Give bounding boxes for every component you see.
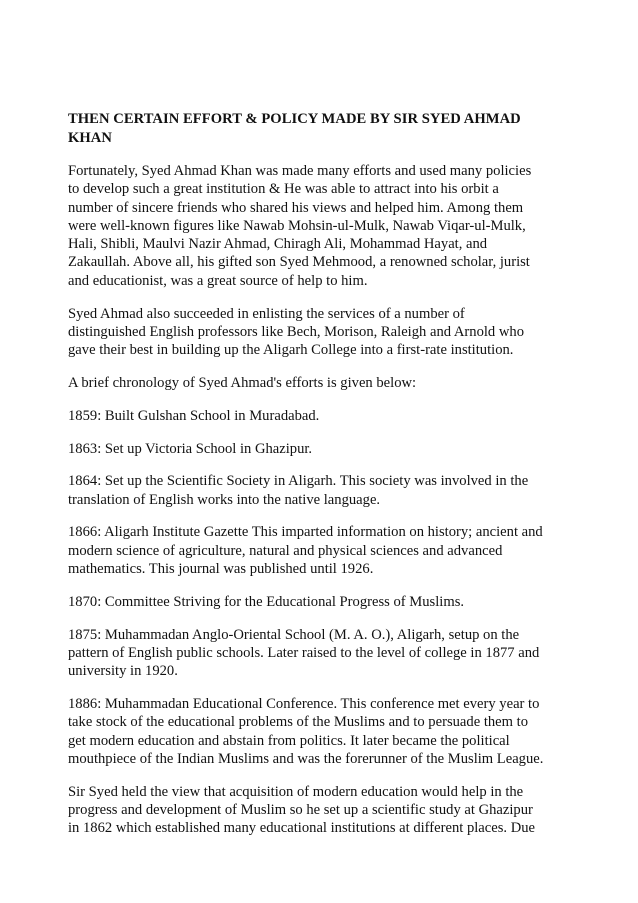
text-line: progress and development of Muslim so he set up a scientific study at Ghazipur <box>68 802 533 819</box>
chronology-entry-1870 <box>68 593 578 611</box>
chronology-intro-paragraph <box>68 374 578 392</box>
text-line: in 1862 which established many educational institutions at different places. Due <box>68 820 536 837</box>
text-line: pattern of English public schools. Later raised to the level of college in 1877 and <box>68 644 540 661</box>
text-line: Sir Syed held the view that acquisition of modern education would help in the <box>68 783 524 800</box>
text-line: 1864: Set up the Scientific Society in Aligarh. This society was involved in the <box>68 473 529 490</box>
text-line: and educationist, was a great source of help to him. <box>68 272 368 289</box>
text-line: 1886: Muhammadan Educational Conference. This conference met every year to <box>68 696 540 713</box>
text-line: mathematics. This journal was published until 1926. <box>68 561 374 578</box>
text-line: Zakaullah. Above all, his gifted son Syed Mehmood, a renowned scholar, jurist <box>68 254 530 271</box>
text-line: to develop such a great institution & He was able to attract into his orbit a <box>68 181 499 198</box>
text-line: 1863: Set up Victoria School in Ghazipur. <box>68 440 313 457</box>
chronology-entry-1886 <box>68 695 578 768</box>
text-line: Hali, Shibli, Maulvi Nazir Ahmad, Chiragh Ali, Mohammad Hayat, and <box>68 236 488 253</box>
text-line: Fortunately, Syed Ahmad Khan was made many efforts and used many policies <box>68 163 532 179</box>
chronology-entry-1866 <box>68 523 578 578</box>
text-line: translation of English works into the native language. <box>68 491 381 508</box>
text-line: mouthpiece of the Indian Muslims and was the forerunner of the Muslim League. <box>68 750 544 767</box>
text-line: A brief chronology of Syed Ahmad's efforts is given below: <box>68 374 417 391</box>
heading-line: THEN CERTAIN EFFORT & POLICY MADE BY SIR SYED AHMAD <box>68 111 521 127</box>
chronology-entry-1859 <box>68 407 578 425</box>
chronology-entry-1864 <box>68 472 578 509</box>
text-line: get modern education and abstain from politics. It later became the political <box>68 732 510 749</box>
text-line: 1870: Committee Striving for the Educational Progress of Muslims. <box>68 593 465 610</box>
chronology-entry-1863 <box>68 440 578 458</box>
text-line: take stock of the educational problems of the Muslims and to persuade them to <box>68 714 528 731</box>
text-line: gave their best in building up the Aligarh College into a first-rate institution. <box>68 342 514 359</box>
heading-line: KHAN <box>68 130 112 146</box>
intro-paragraph <box>68 162 578 290</box>
text-line: 1875: Muhammadan Anglo-Oriental School (M. A. O.), Aligarh, setup on the <box>68 626 520 643</box>
text-line: 1866: Aligarh Institute Gazette This imparted information on history; ancient and <box>68 524 543 541</box>
text-line: Syed Ahmad also succeeded in enlisting the services of a number of <box>68 305 465 322</box>
text-line: modern science of agriculture, natural and physical sciences and advanced <box>68 542 503 559</box>
text-line: number of sincere friends who shared his views and helped him. Among them <box>68 199 524 216</box>
text-line: university in 1920. <box>68 663 178 680</box>
chronology-entry-1875 <box>68 626 578 681</box>
text-line: 1859: Built Gulshan School in Muradabad. <box>68 407 320 424</box>
text-line: distinguished English professors like Bech, Morison, Raleigh and Arnold who <box>68 323 525 340</box>
closing-paragraph <box>68 783 578 838</box>
section-heading <box>68 110 578 148</box>
text-line: were well-known figures like Nawab Mohsin-ul-Mulk, Nawab Viqar-ul-Mulk, <box>68 217 526 234</box>
professors-paragraph <box>68 305 578 360</box>
